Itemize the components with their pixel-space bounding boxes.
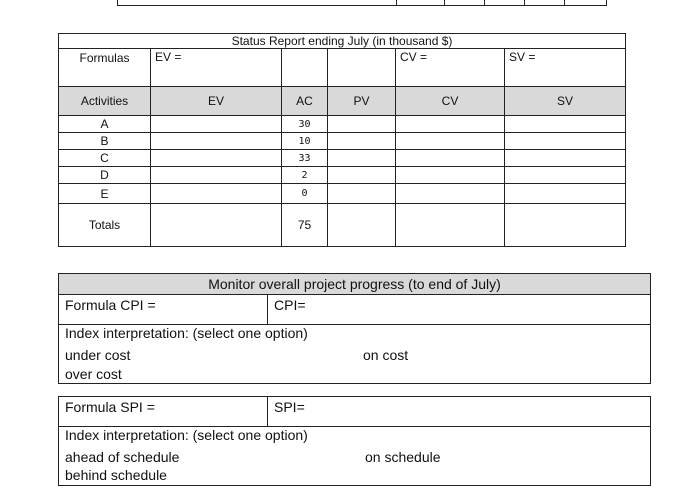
sv-input[interactable] xyxy=(504,183,626,204)
totals-pv-input[interactable] xyxy=(327,203,396,247)
sv-input[interactable] xyxy=(504,132,626,150)
pv-formula-field[interactable] xyxy=(327,48,396,87)
ac-value: 33 xyxy=(281,149,328,167)
ev-input[interactable] xyxy=(150,183,282,204)
ev-input[interactable] xyxy=(150,166,282,184)
sv-input[interactable] xyxy=(504,115,626,133)
cropped-table-fragment xyxy=(117,0,607,6)
monitor-title: Monitor overall project progress (to end of July) xyxy=(58,273,651,295)
formulas-label: Formulas xyxy=(58,48,151,87)
ev-input[interactable] xyxy=(150,132,282,150)
spi-option-behind-schedule[interactable]: behind schedule xyxy=(65,467,167,483)
cpi-option-under-cost[interactable]: under cost xyxy=(65,347,131,363)
spi-option-ahead-of-schedule[interactable]: ahead of schedule xyxy=(65,449,180,465)
cv-input[interactable] xyxy=(395,183,505,204)
ac-value: 2 xyxy=(281,166,328,184)
pv-input[interactable] xyxy=(327,115,396,133)
header-activities: Activities xyxy=(58,86,151,116)
cpi-interpretation-label: Index interpretation: (select one option) xyxy=(65,325,308,341)
cpi-option-over-cost[interactable]: over cost xyxy=(65,366,122,382)
activity-cell: B xyxy=(58,132,151,150)
sv-input[interactable] xyxy=(504,149,626,167)
cpi-formula-field[interactable]: Formula CPI = xyxy=(58,294,268,325)
header-ac: AC xyxy=(281,86,328,116)
pv-input[interactable] xyxy=(327,149,396,167)
totals-label: Totals xyxy=(58,203,151,247)
totals-cv-input[interactable] xyxy=(395,203,505,247)
header-pv: PV xyxy=(327,86,396,116)
activity-cell: E xyxy=(58,183,151,204)
ac-value: 0 xyxy=(281,183,328,204)
ac-formula-field[interactable] xyxy=(281,48,328,87)
pv-input[interactable] xyxy=(327,132,396,150)
spi-option-on-schedule[interactable]: on schedule xyxy=(365,449,441,465)
totals-ac-value: 75 xyxy=(281,203,328,247)
status-report-title: Status Report ending July (in thousand $) xyxy=(58,33,626,49)
pv-input[interactable] xyxy=(327,166,396,184)
header-ev: EV xyxy=(150,86,282,116)
ac-value: 30 xyxy=(281,115,328,133)
ev-input[interactable] xyxy=(150,149,282,167)
header-cv: CV xyxy=(395,86,505,116)
sv-formula-field[interactable]: SV = xyxy=(504,48,626,87)
cv-input[interactable] xyxy=(395,115,505,133)
activity-cell: D xyxy=(58,166,151,184)
activity-cell: C xyxy=(58,149,151,167)
cv-input[interactable] xyxy=(395,149,505,167)
pv-input[interactable] xyxy=(327,183,396,204)
cpi-option-on-cost[interactable]: on cost xyxy=(363,347,409,363)
cpi-value-field[interactable]: CPI= xyxy=(267,294,651,325)
spi-value-field[interactable]: SPI= xyxy=(267,396,651,427)
totals-ev-input[interactable] xyxy=(150,203,282,247)
cv-formula-field[interactable]: CV = xyxy=(395,48,505,87)
cv-input[interactable] xyxy=(395,166,505,184)
spi-formula-field[interactable]: Formula SPI = xyxy=(58,396,268,427)
ev-input[interactable] xyxy=(150,115,282,133)
ac-value: 10 xyxy=(281,132,328,150)
header-sv: SV xyxy=(504,86,626,116)
activity-cell: A xyxy=(58,115,151,133)
ev-formula-field[interactable]: EV = xyxy=(150,48,282,87)
sv-input[interactable] xyxy=(504,166,626,184)
spi-interpretation-label: Index interpretation: (select one option) xyxy=(65,427,308,443)
totals-sv-input[interactable] xyxy=(504,203,626,247)
cv-input[interactable] xyxy=(395,132,505,150)
